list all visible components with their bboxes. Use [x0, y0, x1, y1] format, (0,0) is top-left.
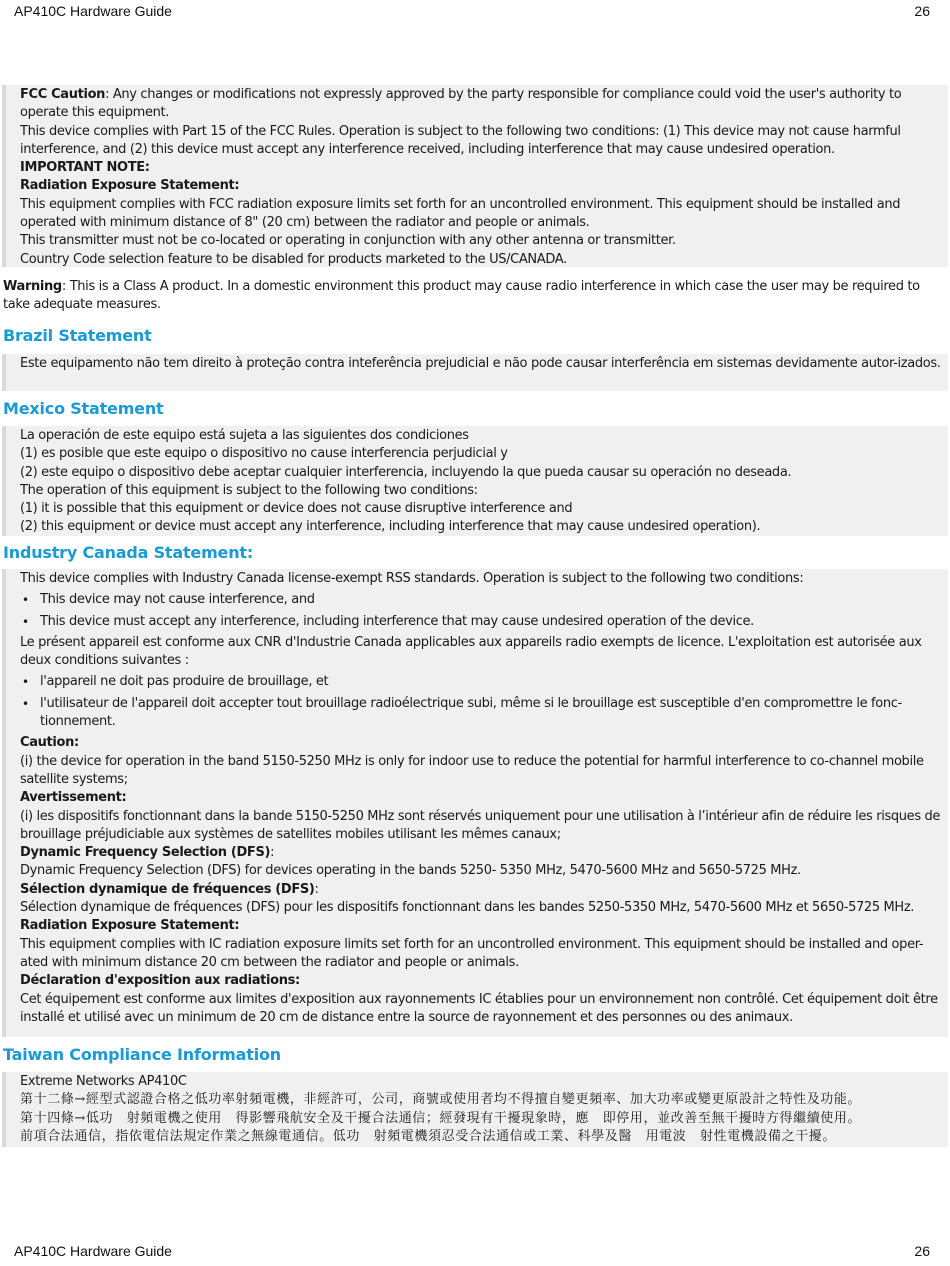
mexico-heading: Mexico Statement	[3, 399, 164, 418]
dfs-fr-label: Sélection dynamique de fréquences (DFS)	[20, 881, 315, 897]
taiwan-box	[2, 1072, 948, 1147]
canada-heading: Industry Canada Statement:	[3, 543, 254, 562]
brazil-heading: Brazil Statement	[3, 326, 152, 345]
fcc-part15: This device complies with Part 15 of the FCC Rules. Operation is subject to the following two conditions: (1) This device may not cause harmful interference, and (2) this device must accept any interference received, including interference that may cause undesired operation.	[20, 123, 901, 157]
header-title: AP410C Hardware Guide	[14, 3, 172, 19]
list-item: • This device may not cause interference, and	[40, 591, 942, 609]
warning-text: : This is a Class A product. In a domestic environment this product may cause radio interference in which case the user may be required to take adequate measures.	[3, 279, 920, 313]
canada-box	[2, 569, 948, 1037]
taiwan-line: 第十四條→低功 射頻電機之使用 得影響飛航安全及干擾合法通信；經發現有干擾現象時，應 即停用，並改善至無干擾時方得繼續使用。	[20, 1110, 862, 1126]
list-item: • This device must accept any interference, including interference that may cause undesired operation of the device.	[40, 613, 942, 631]
page-footer	[14, 1243, 930, 1259]
taiwan-line: 前項合法通信，指依電信法規定作業之無線電通信。低功 射頻電機須忍受合法通信或工業、科學及醫 用電波 射性電機設備之干擾。	[20, 1128, 837, 1144]
footer-title: AP410C Hardware Guide	[14, 1243, 172, 1259]
mexico-box	[2, 426, 948, 536]
canada-caution-text: (i) the device for operation in the band 5150-5250 MHz is only for indoor use to reduce the potential for harmful interference to co-channel mobile satellite systems;	[20, 753, 924, 787]
canada-avert-text: (i) les dispositifs fonctionnant dans la bande 5150-5250 MHz sont réservés uniquement pour une utilisation à l’intérieur afin de réduire les risques de brouillage préjudiciable aux systèmes de satellites mobiles utilisant les mêmes canaux;	[20, 808, 941, 842]
mexico-line: (2) este equipo o dispositivo debe aceptar cualquier interferencia, incluyendo la que pueda causar su operación no deseada.	[20, 464, 792, 480]
dfs-label: Dynamic Frequency Selection (DFS)	[20, 845, 271, 861]
dfs-colon: :	[270, 845, 275, 861]
ic-radiation-fr-label: Déclaration d'exposition aux radiations:	[20, 973, 300, 989]
taiwan-model: Extreme Networks AP410C	[20, 1074, 187, 1089]
list-item: • l'utilisateur de l'appareil doit accepter tout brouillage radioélectrique subi, même si le brouillage est susceptible d'en compromettre le fonc-tionnement.	[40, 695, 942, 732]
mexico-line: (1) it is possible that this equipment or device does not cause disruptive interference and	[20, 501, 573, 517]
fcc-caution-label: FCC Caution	[20, 87, 106, 102]
warning-paragraph	[3, 278, 943, 315]
ic-radiation-label: Radiation Exposure Statement:	[20, 918, 240, 934]
ic-radiation-fr-text: Cet équipement est conforme aux limites d'exposition aux rayonnements IC établies pour un environnement non contrôlé. Cet équipement doit être installé et utilisé avec un minimum de 20 cm de distance entre la source de rayonnement et des personnes ou des animaux.	[20, 991, 938, 1025]
page-header	[14, 3, 930, 19]
fcc-radiation-text: This equipment complies with FCC radiation exposure limits set forth for an uncontrolled environment. This equipment should be installed and operated with minimum distance of 8" (20 cm) between the radiator and people or animals.	[20, 196, 901, 231]
taiwan-line: 第十二條→經型式認證合格之低功率射頻電機，非經許可，公司，商號或使用者均不得擅自變更頻率、加大功率或變更原設計之特性及功能。	[20, 1092, 862, 1108]
canada-caution-label: Caution:	[20, 735, 79, 751]
fcc-note-box	[2, 85, 948, 267]
fcc-country-code-text: Country Code selection feature to be disabled for products marketed to the US/CANADA.	[20, 251, 567, 267]
dfs-fr-colon: :	[314, 881, 319, 897]
fcc-caution-text: : Any changes or modifications not expressly approved by the party responsible for compliance could void the user's authority to operate this equipment.	[20, 87, 902, 121]
canada-bullets-fr	[20, 673, 942, 731]
brazil-box	[2, 354, 948, 391]
dfs-fr-text: Sélection dynamique de fréquences (DFS) pour les dispositifs fonctionnant dans les bandes 5250-5350 MHz, 5470-5600 MHz et 5650-5725 MHz.	[20, 900, 915, 916]
brazil-text: Este equipamento não tem direito à proteção contra inteferência prejudicial e não pode causar interferência em sistemas devidamente autor-izados.	[20, 356, 941, 371]
taiwan-heading: Taiwan Compliance Information	[3, 1045, 281, 1064]
footer-page-number: 26	[914, 1243, 930, 1259]
mexico-line: (2) this equipment or device must accept any interference, including interference that may cause undesired operation).	[20, 519, 761, 535]
warning-label: Warning	[3, 279, 62, 294]
list-item: • l'appareil ne doit pas produire de brouillage, et	[40, 673, 942, 691]
fcc-colocated-text: This transmitter must not be co-located or operating in conjunction with any other antenna or transmitter.	[20, 233, 676, 249]
important-note-label: IMPORTANT NOTE:	[20, 160, 150, 176]
ic-radiation-text: This equipment complies with IC radiation exposure limits set forth for an uncontrolled environment. This equipment should be installed and oper-ated with minimum distance 20 cm between the radiator and people or animals.	[20, 936, 924, 970]
mexico-line: The operation of this equipment is subject to the following two conditions:	[20, 482, 478, 498]
fcc-caution	[20, 86, 942, 123]
dfs-text: Dynamic Frequency Selection (DFS) for devices operating in the bands 5250- 5350 MHz, 5470-5600 MHz and 5650-5725 MHz.	[20, 863, 801, 879]
mexico-line: (1) es posible que este equipo o dispositivo no cause interferencia perjudicial y	[20, 446, 508, 462]
mexico-line: La operación de este equipo está sujeta a las siguientes dos condiciones	[20, 428, 469, 443]
canada-avert-label: Avertissement:	[20, 790, 127, 806]
header-page-number: 26	[914, 3, 930, 19]
canada-intro: This device complies with Industry Canada license-exempt RSS standards. Operation is subject to the following two conditions:	[20, 571, 804, 586]
canada-bullets-en	[20, 591, 942, 631]
canada-intro-fr: Le présent appareil est conforme aux CNR d'Industrie Canada applicables aux appareils radio exempts de licence. L'exploitation est autorisée aux deux conditions suivantes :	[20, 634, 922, 669]
fcc-radiation-label: Radiation Exposure Statement:	[20, 178, 240, 194]
